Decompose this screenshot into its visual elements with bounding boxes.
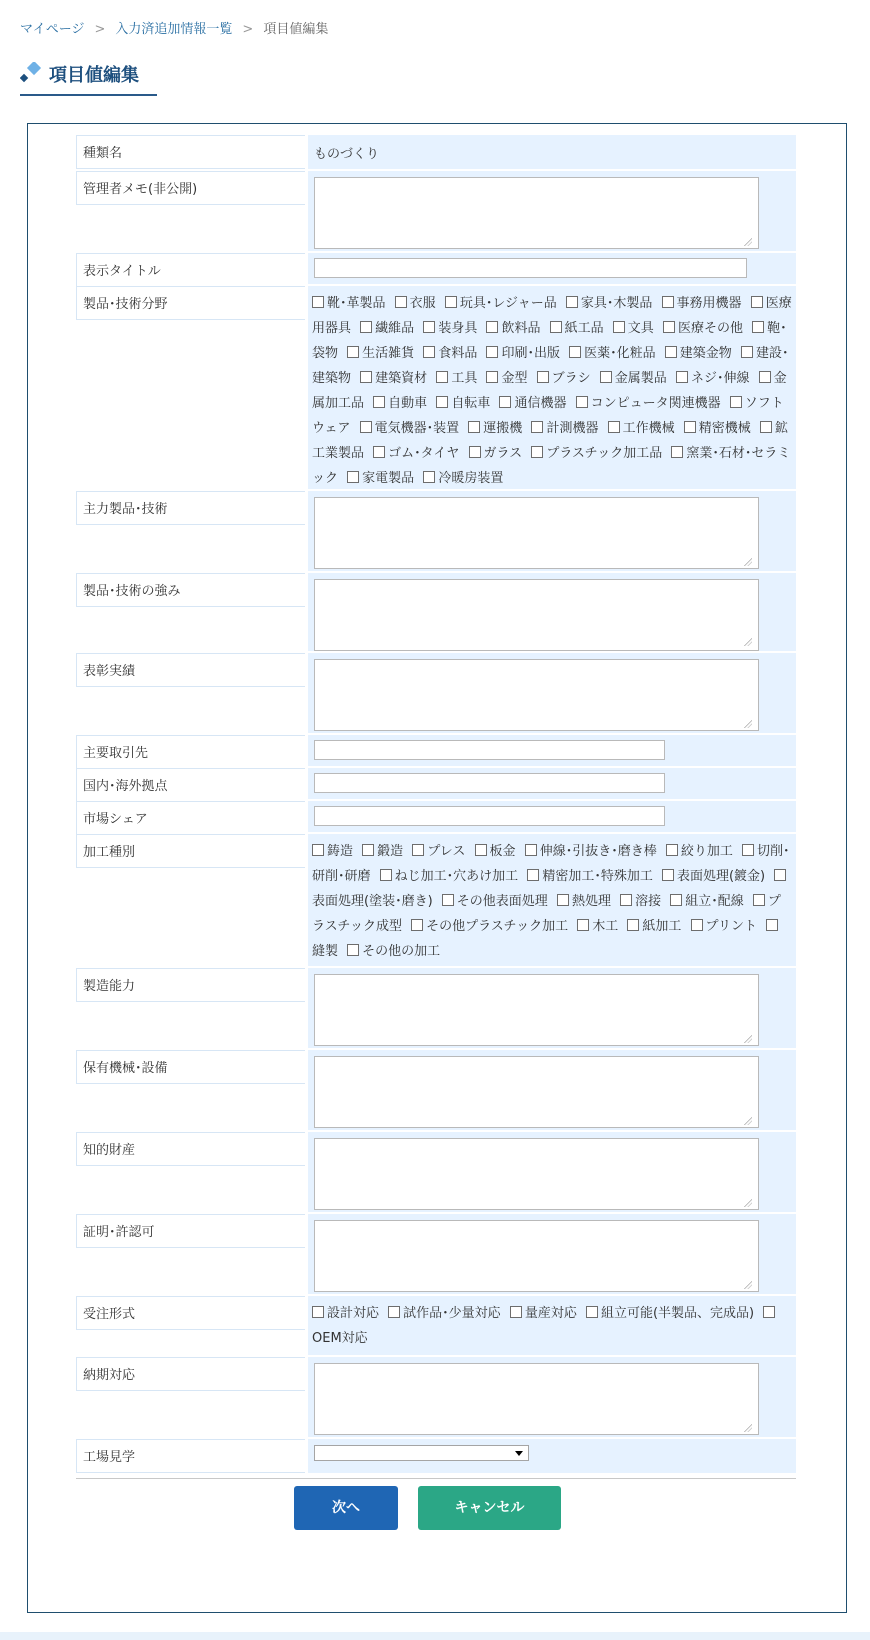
checkbox[interactable] bbox=[442, 894, 454, 906]
checkbox[interactable] bbox=[445, 296, 457, 308]
checkbox-option[interactable]: 試作品･少量対応 bbox=[388, 1306, 501, 1321]
checkbox[interactable] bbox=[684, 421, 696, 433]
checkbox-option[interactable]: その他表面処理 bbox=[442, 894, 548, 909]
factory-tour-select[interactable] bbox=[314, 1445, 529, 1461]
checkbox[interactable] bbox=[347, 944, 359, 956]
title-decoration-icon bbox=[20, 62, 44, 86]
order-form-checkboxes bbox=[308, 1296, 796, 1355]
awards-textarea[interactable] bbox=[314, 659, 759, 731]
display-title-input[interactable] bbox=[314, 258, 747, 278]
checkbox[interactable] bbox=[380, 869, 392, 881]
checkbox-option[interactable]: 工作機械 bbox=[608, 421, 675, 436]
breadcrumb-separator: > bbox=[242, 22, 254, 37]
checkbox[interactable] bbox=[531, 421, 543, 433]
checkbox-option[interactable]: 伸線･引抜き･磨き棒 bbox=[525, 844, 657, 859]
checkbox[interactable] bbox=[486, 371, 498, 383]
checkbox-option[interactable]: 電気機器･装置 bbox=[360, 421, 460, 436]
product-tech-field-checkboxes bbox=[308, 286, 796, 489]
equipment-label: 保有機械･設備 bbox=[76, 1050, 305, 1084]
checkbox[interactable] bbox=[312, 296, 324, 308]
checkbox-option[interactable]: ねじ加工･穴あけ加工 bbox=[380, 869, 519, 884]
checkbox[interactable] bbox=[730, 396, 742, 408]
checkbox-option[interactable]: プラスチック成型 bbox=[312, 894, 781, 934]
row-main-products bbox=[76, 491, 796, 571]
main-products-textarea[interactable] bbox=[314, 497, 759, 569]
checkbox-option[interactable]: 自転車 bbox=[436, 396, 490, 411]
checkbox[interactable] bbox=[774, 869, 786, 881]
certification-label: 証明･許認可 bbox=[76, 1214, 305, 1248]
checkbox[interactable] bbox=[760, 421, 772, 433]
checkbox[interactable] bbox=[577, 919, 589, 931]
capacity-textarea[interactable] bbox=[314, 974, 759, 1046]
breadcrumb-separator: > bbox=[94, 22, 106, 37]
main-products-label: 主力製品･技術 bbox=[76, 491, 305, 525]
row-order-form bbox=[76, 1296, 796, 1355]
row-equipment bbox=[76, 1050, 796, 1130]
checkbox-option[interactable]: 冷暖房装置 bbox=[423, 471, 503, 486]
market-share-input[interactable] bbox=[314, 806, 665, 826]
factory-tour-label: 工場見学 bbox=[76, 1439, 305, 1473]
checkbox[interactable] bbox=[423, 321, 435, 333]
checkbox-option[interactable]: 通信機器 bbox=[499, 396, 566, 411]
checkbox-option[interactable]: 木工 bbox=[577, 919, 618, 934]
checkbox-option[interactable]: 工具 bbox=[436, 371, 477, 386]
checkbox[interactable] bbox=[510, 1306, 522, 1318]
awards-label: 表彰実績 bbox=[76, 653, 305, 687]
checkbox[interactable] bbox=[469, 446, 481, 458]
checkbox[interactable] bbox=[670, 894, 682, 906]
checkbox[interactable] bbox=[360, 421, 372, 433]
row-display-title bbox=[76, 253, 796, 284]
checkbox[interactable] bbox=[360, 321, 372, 333]
row-certification bbox=[76, 1214, 796, 1294]
delivery-textarea[interactable] bbox=[314, 1363, 759, 1435]
checkbox[interactable] bbox=[531, 446, 543, 458]
checkbox-option[interactable]: ガラス bbox=[469, 446, 523, 461]
checkbox[interactable] bbox=[766, 919, 778, 931]
checkbox[interactable] bbox=[312, 844, 324, 856]
checkbox[interactable] bbox=[608, 421, 620, 433]
checkbox-option[interactable]: 金属加工品 bbox=[312, 371, 787, 411]
product-tech-field-label: 製品･技術分野 bbox=[76, 286, 305, 320]
checkbox-option[interactable]: その他プラスチック加工 bbox=[411, 919, 568, 934]
checkbox[interactable] bbox=[671, 446, 683, 458]
checkbox[interactable] bbox=[312, 1306, 324, 1318]
checkbox[interactable] bbox=[423, 471, 435, 483]
row-bases bbox=[76, 768, 796, 799]
checkbox-option[interactable]: 繊維品 bbox=[360, 321, 414, 336]
checkbox-option[interactable]: その他の加工 bbox=[347, 944, 440, 959]
row-kind bbox=[76, 135, 796, 169]
strengths-textarea[interactable] bbox=[314, 579, 759, 651]
checkbox-option[interactable]: 食料品 bbox=[423, 346, 477, 361]
checkbox-option[interactable]: ソフトウェア bbox=[312, 396, 784, 436]
checkbox-option[interactable]: 玩具･レジャー品 bbox=[445, 296, 557, 311]
row-main-clients bbox=[76, 735, 796, 766]
checkbox-option[interactable]: 建築金物 bbox=[665, 346, 732, 361]
page-title-text: 項目値編集 bbox=[49, 65, 139, 86]
checkbox[interactable] bbox=[741, 346, 753, 358]
checkbox[interactable] bbox=[662, 869, 674, 881]
checkbox[interactable] bbox=[566, 296, 578, 308]
checkbox-option[interactable]: ゴム･タイヤ bbox=[373, 446, 459, 461]
checkbox-option[interactable]: 文具 bbox=[613, 321, 654, 336]
equipment-textarea[interactable] bbox=[314, 1056, 759, 1128]
delivery-label: 納期対応 bbox=[76, 1357, 305, 1391]
admin-memo-label: 管理者メモ(非公開) bbox=[76, 171, 305, 205]
checkbox-option[interactable]: 建設･建築物 bbox=[312, 346, 789, 386]
checkbox-option[interactable]: 鍛造 bbox=[362, 844, 403, 859]
checkbox[interactable] bbox=[663, 321, 675, 333]
checkbox-option[interactable]: 板金 bbox=[475, 844, 516, 859]
breadcrumb-mypage-link[interactable]: マイページ bbox=[20, 22, 85, 37]
checkbox-option[interactable]: 鉱工業製品 bbox=[312, 421, 788, 461]
checkbox-option[interactable]: 熱処理 bbox=[557, 894, 611, 909]
checkbox[interactable] bbox=[412, 844, 424, 856]
row-factory-tour bbox=[76, 1439, 796, 1473]
checkbox-option[interactable]: 生活雑貨 bbox=[347, 346, 414, 361]
bases-input[interactable] bbox=[314, 773, 665, 793]
checkbox[interactable] bbox=[347, 471, 359, 483]
row-product-tech-field bbox=[76, 286, 796, 489]
row-admin-memo bbox=[76, 171, 796, 251]
main-clients-label: 主要取引先 bbox=[76, 735, 305, 769]
checkbox[interactable] bbox=[613, 321, 625, 333]
divider bbox=[76, 1478, 796, 1479]
checkbox-option[interactable]: 装身具 bbox=[423, 321, 477, 336]
checkbox-option[interactable]: 紙加工 bbox=[627, 919, 681, 934]
checkbox-option[interactable]: 金型 bbox=[486, 371, 527, 386]
main-clients-input[interactable] bbox=[314, 740, 665, 760]
checkbox-option[interactable]: 靴･革製品 bbox=[312, 296, 386, 311]
certification-textarea[interactable] bbox=[314, 1220, 759, 1292]
checkbox[interactable] bbox=[665, 346, 677, 358]
checkbox-option[interactable]: 紙工品 bbox=[550, 321, 604, 336]
checkbox-option[interactable]: 鋳造 bbox=[312, 844, 353, 859]
kind-label: 種類名 bbox=[76, 135, 305, 169]
checkbox[interactable] bbox=[362, 844, 374, 856]
checkbox[interactable] bbox=[662, 296, 674, 308]
checkbox-option[interactable]: 運搬機 bbox=[468, 421, 522, 436]
checkbox[interactable] bbox=[373, 396, 385, 408]
checkbox-option[interactable]: 溶接 bbox=[620, 894, 661, 909]
checkbox-option[interactable]: 切削･研削･研磨 bbox=[312, 844, 790, 884]
checkbox[interactable] bbox=[388, 1306, 400, 1318]
checkbox[interactable] bbox=[586, 1306, 598, 1318]
checkbox[interactable] bbox=[576, 396, 588, 408]
row-processing-type bbox=[76, 834, 796, 966]
checkbox[interactable] bbox=[550, 321, 562, 333]
checkbox[interactable] bbox=[600, 371, 612, 383]
checkbox[interactable] bbox=[395, 296, 407, 308]
checkbox-option[interactable]: 計測機器 bbox=[531, 421, 598, 436]
checkbox[interactable] bbox=[525, 844, 537, 856]
checkbox[interactable] bbox=[411, 919, 423, 931]
row-strengths bbox=[76, 573, 796, 651]
checkbox[interactable] bbox=[666, 844, 678, 856]
checkbox[interactable] bbox=[751, 296, 763, 308]
capacity-label: 製造能力 bbox=[76, 968, 305, 1002]
edit-form bbox=[27, 123, 847, 1613]
checkbox[interactable] bbox=[620, 894, 632, 906]
admin-memo-textarea[interactable] bbox=[314, 177, 759, 249]
row-market-share bbox=[76, 801, 796, 832]
checkbox-option[interactable]: 金属製品 bbox=[600, 371, 667, 386]
checkbox[interactable] bbox=[360, 371, 372, 383]
checkbox-option[interactable]: ネジ･伸線 bbox=[676, 371, 750, 386]
bases-label: 国内･海外拠点 bbox=[76, 768, 305, 802]
checkbox-option[interactable]: 量産対応 bbox=[510, 1306, 577, 1321]
row-ip bbox=[76, 1132, 796, 1212]
checkbox[interactable] bbox=[423, 346, 435, 358]
checkbox-option[interactable]: 飲料品 bbox=[486, 321, 540, 336]
checkbox[interactable] bbox=[486, 321, 498, 333]
breadcrumb-entered-list-link[interactable]: 入力済追加情報一覧 bbox=[115, 22, 233, 37]
checkbox-option[interactable]: 家電製品 bbox=[347, 471, 414, 486]
checkbox[interactable] bbox=[436, 371, 448, 383]
checkbox-option[interactable]: 組立･配線 bbox=[670, 894, 744, 909]
page-title bbox=[20, 60, 157, 96]
chevron-down-icon bbox=[515, 1451, 523, 1456]
checkbox-option[interactable]: 事務用機器 bbox=[662, 296, 742, 311]
next-button[interactable]: 次へ bbox=[294, 1486, 398, 1530]
market-share-label: 市場シェア bbox=[76, 801, 305, 835]
order-form-label: 受注形式 bbox=[76, 1296, 305, 1330]
checkbox-option[interactable]: 精密加工･特殊加工 bbox=[527, 869, 653, 884]
checkbox-option[interactable]: プラスチック加工品 bbox=[531, 446, 662, 461]
checkbox[interactable] bbox=[627, 919, 639, 931]
strengths-label: 製品･技術の強み bbox=[76, 573, 305, 607]
checkbox-option[interactable]: 鞄･袋物 bbox=[312, 321, 787, 361]
checkbox[interactable] bbox=[752, 321, 764, 333]
checkbox[interactable] bbox=[557, 894, 569, 906]
ip-textarea[interactable] bbox=[314, 1138, 759, 1210]
checkbox[interactable] bbox=[347, 346, 359, 358]
checkbox-option[interactable]: 衣服 bbox=[395, 296, 436, 311]
checkbox[interactable] bbox=[763, 1306, 775, 1318]
checkbox-option[interactable]: ブラシ bbox=[537, 371, 591, 386]
kind-value: ものづくり bbox=[314, 147, 380, 162]
checkbox[interactable] bbox=[753, 894, 765, 906]
checkbox[interactable] bbox=[676, 371, 688, 383]
checkbox-option[interactable]: 組立可能(半製品、完成品) bbox=[586, 1306, 754, 1321]
checkbox-option[interactable]: 医療用器具 bbox=[312, 296, 792, 336]
checkbox[interactable] bbox=[742, 844, 754, 856]
footer-band bbox=[0, 1632, 870, 1640]
row-delivery bbox=[76, 1357, 796, 1437]
checkbox-option[interactable]: 印刷･出版 bbox=[486, 346, 560, 361]
checkbox-option[interactable]: 設計対応 bbox=[312, 1306, 379, 1321]
processing-type-checkboxes bbox=[308, 834, 796, 966]
checkbox-option[interactable]: プレス bbox=[412, 844, 465, 859]
kind-value-cell bbox=[308, 135, 796, 169]
checkbox[interactable] bbox=[569, 346, 581, 358]
row-awards bbox=[76, 653, 796, 733]
checkbox[interactable] bbox=[475, 844, 487, 856]
cancel-button[interactable]: キャンセル bbox=[418, 1486, 561, 1530]
row-capacity bbox=[76, 968, 796, 1048]
breadcrumb bbox=[20, 20, 328, 40]
checkbox[interactable] bbox=[759, 371, 771, 383]
checkbox[interactable] bbox=[486, 346, 498, 358]
checkbox-option[interactable]: 医療その他 bbox=[663, 321, 743, 336]
checkbox-option[interactable]: 表面処理(鍍金) bbox=[662, 869, 765, 884]
ip-label: 知的財産 bbox=[76, 1132, 305, 1166]
checkbox-option[interactable]: 家具･木製品 bbox=[566, 296, 653, 311]
checkbox-option[interactable]: 縫製 bbox=[312, 919, 781, 959]
checkbox[interactable] bbox=[499, 396, 511, 408]
checkbox-option[interactable]: プリント bbox=[691, 919, 757, 934]
display-title-label: 表示タイトル bbox=[76, 253, 305, 287]
checkbox[interactable] bbox=[527, 869, 539, 881]
checkbox-option[interactable]: 精密機械 bbox=[684, 421, 751, 436]
checkbox-option[interactable]: 表面処理(塗装･磨き) bbox=[312, 869, 789, 909]
checkbox-option[interactable]: OEM対応 bbox=[312, 1306, 778, 1346]
checkbox-option[interactable]: 医薬･化粧品 bbox=[569, 346, 656, 361]
breadcrumb-current: 項目値編集 bbox=[263, 22, 329, 37]
checkbox[interactable] bbox=[436, 396, 448, 408]
checkbox-option[interactable]: 建築資材 bbox=[360, 371, 427, 386]
checkbox-option[interactable]: コンピュータ関連機器 bbox=[576, 396, 721, 411]
checkbox[interactable] bbox=[537, 371, 549, 383]
checkbox[interactable] bbox=[468, 421, 480, 433]
processing-type-label: 加工種別 bbox=[76, 834, 305, 868]
checkbox[interactable] bbox=[373, 446, 385, 458]
checkbox-option[interactable]: 絞り加工 bbox=[666, 844, 733, 859]
checkbox[interactable] bbox=[691, 919, 703, 931]
checkbox-option[interactable]: 窯業･石材･セラミック bbox=[312, 446, 791, 486]
checkbox-option[interactable]: 自動車 bbox=[373, 396, 427, 411]
